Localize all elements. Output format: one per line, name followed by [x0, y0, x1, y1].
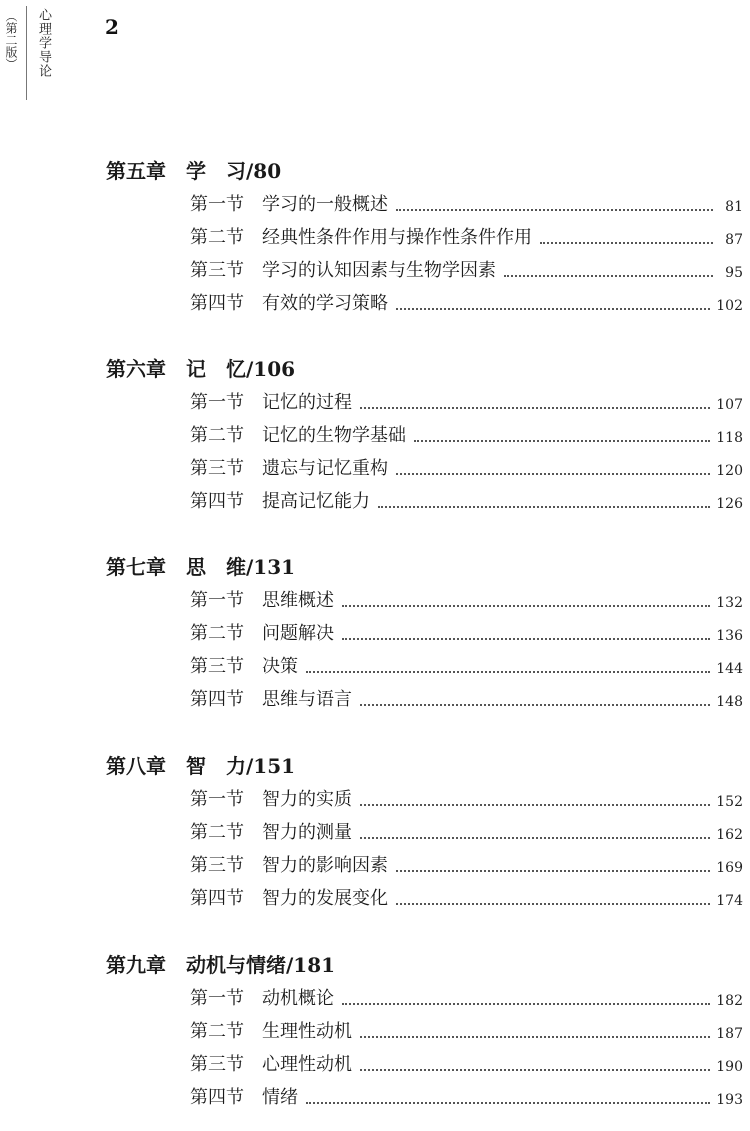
chapter-label: 第八章: [106, 754, 166, 778]
section-label: 第二节: [190, 227, 244, 248]
section-page: 136: [716, 628, 743, 644]
chapter-heading[interactable]: [106, 554, 295, 580]
section-page: 126: [716, 496, 743, 512]
toc-entry[interactable]: [190, 455, 743, 483]
chapter-name: 动机与情绪: [186, 953, 286, 977]
section-page: 87: [725, 232, 743, 248]
header-rule: [26, 6, 27, 100]
section-label: 第三节: [190, 656, 244, 677]
dot-leader: [396, 902, 710, 905]
chapter-page: /131: [246, 555, 296, 579]
toc-entry[interactable]: [190, 1084, 743, 1112]
chapter-label: 第五章: [106, 159, 166, 183]
section-page: 107: [716, 397, 743, 413]
section-title: 动机概论: [262, 988, 334, 1009]
section-label: 第四节: [190, 689, 244, 710]
section-label: 第一节: [190, 392, 244, 413]
toc-entry[interactable]: [190, 985, 743, 1013]
section-title: 学习的一般概述: [262, 194, 388, 215]
section-page: 190: [716, 1059, 743, 1075]
chapter-heading[interactable]: [106, 356, 295, 382]
chapter-page: /80: [246, 159, 282, 183]
dot-leader: [540, 241, 713, 244]
dot-leader: [396, 208, 713, 211]
section-page: 169: [716, 860, 743, 876]
book-edition: （第二版）: [4, 10, 18, 70]
toc-entry[interactable]: [190, 885, 743, 913]
section-label: 第四节: [190, 491, 244, 512]
chapter-page: /106: [246, 357, 296, 381]
chapter-heading[interactable]: [106, 158, 281, 184]
section-page: 95: [725, 265, 743, 281]
section-page: 102: [716, 298, 743, 314]
toc-entry[interactable]: [190, 786, 743, 814]
page-number: 2: [105, 15, 119, 39]
toc-entry[interactable]: [190, 587, 743, 615]
chapter-label: 第六章: [106, 357, 166, 381]
section-page: 81: [725, 199, 743, 215]
dot-leader: [342, 604, 710, 607]
section-page: 144: [716, 661, 743, 677]
chapter-label: 第九章: [106, 953, 166, 977]
section-label: 第三节: [190, 855, 244, 876]
section-label: 第四节: [190, 888, 244, 909]
dot-leader: [378, 505, 710, 508]
dot-leader: [414, 439, 710, 442]
section-page: 162: [716, 827, 743, 843]
dot-leader: [360, 406, 710, 409]
toc-entry[interactable]: [190, 1018, 743, 1046]
section-page: 118: [716, 430, 743, 446]
section-page: 182: [716, 993, 743, 1009]
chapter-name: 思 维: [186, 555, 246, 579]
section-title: 生理性动机: [262, 1021, 352, 1042]
section-label: 第三节: [190, 458, 244, 479]
section-title: 记忆的生物学基础: [262, 425, 406, 446]
section-title: 心理性动机: [262, 1054, 352, 1075]
dot-leader: [360, 803, 710, 806]
dot-leader: [306, 1101, 710, 1104]
section-label: 第三节: [190, 1054, 244, 1075]
section-page: 193: [716, 1092, 743, 1108]
section-label: 第一节: [190, 590, 244, 611]
section-title: 思维与语言: [262, 689, 352, 710]
section-title: 智力的影响因素: [262, 855, 388, 876]
dot-leader: [342, 637, 710, 640]
toc-entry[interactable]: [190, 1051, 743, 1079]
toc-entry[interactable]: [190, 852, 743, 880]
section-title: 经典性条件作用与操作性条件作用: [262, 227, 532, 248]
section-page: 132: [716, 595, 743, 611]
section-label: 第三节: [190, 260, 244, 281]
section-page: 174: [716, 893, 743, 909]
chapter-heading[interactable]: [106, 952, 335, 978]
section-title: 决策: [262, 656, 298, 677]
section-title: 学习的认知因素与生物学因素: [262, 260, 496, 281]
dot-leader: [360, 836, 710, 839]
section-label: 第一节: [190, 988, 244, 1009]
section-title: 记忆的过程: [262, 392, 352, 413]
toc-entry[interactable]: [190, 191, 743, 219]
section-page: 120: [716, 463, 743, 479]
section-title: 智力的实质: [262, 789, 352, 810]
dot-leader: [504, 274, 713, 277]
toc-entry[interactable]: [190, 224, 743, 252]
dot-leader: [342, 1002, 710, 1005]
section-label: 第二节: [190, 623, 244, 644]
section-page: 152: [716, 794, 743, 810]
section-label: 第二节: [190, 1021, 244, 1042]
dot-leader: [396, 472, 710, 475]
toc-entry[interactable]: [190, 389, 743, 417]
section-title: 提高记忆能力: [262, 491, 370, 512]
toc-entry[interactable]: [190, 290, 743, 318]
dot-leader: [306, 670, 710, 673]
section-label: 第四节: [190, 293, 244, 314]
toc-entry[interactable]: [190, 488, 743, 516]
chapter-label: 第七章: [106, 555, 166, 579]
chapter-page: /151: [246, 754, 296, 778]
section-label: 第一节: [190, 789, 244, 810]
section-label: 第二节: [190, 425, 244, 446]
toc-entry[interactable]: [190, 257, 743, 285]
book-title: 心理学导论: [36, 8, 51, 78]
dot-leader: [360, 703, 710, 706]
toc-entry[interactable]: [190, 620, 743, 648]
section-title: 情绪: [262, 1087, 298, 1108]
section-label: 第一节: [190, 194, 244, 215]
chapter-name: 记 忆: [186, 357, 246, 381]
dot-leader: [396, 307, 710, 310]
dot-leader: [360, 1035, 710, 1038]
section-label: 第二节: [190, 822, 244, 843]
chapter-page: /181: [286, 953, 336, 977]
toc-entry[interactable]: [190, 653, 743, 681]
section-title: 思维概述: [262, 590, 334, 611]
chapter-name: 智 力: [186, 754, 246, 778]
chapter-name: 学 习: [186, 159, 246, 183]
chapter-heading[interactable]: [106, 753, 295, 779]
section-title: 智力的发展变化: [262, 888, 388, 909]
section-title: 有效的学习策略: [262, 293, 388, 314]
toc-entry[interactable]: [190, 422, 743, 450]
section-title: 智力的测量: [262, 822, 352, 843]
toc-entry[interactable]: [190, 686, 743, 714]
dot-leader: [360, 1068, 710, 1071]
section-page: 187: [716, 1026, 743, 1042]
section-page: 148: [716, 694, 743, 710]
section-title: 遗忘与记忆重构: [262, 458, 388, 479]
toc-entry[interactable]: [190, 819, 743, 847]
section-label: 第四节: [190, 1087, 244, 1108]
section-title: 问题解决: [262, 623, 334, 644]
dot-leader: [396, 869, 710, 872]
